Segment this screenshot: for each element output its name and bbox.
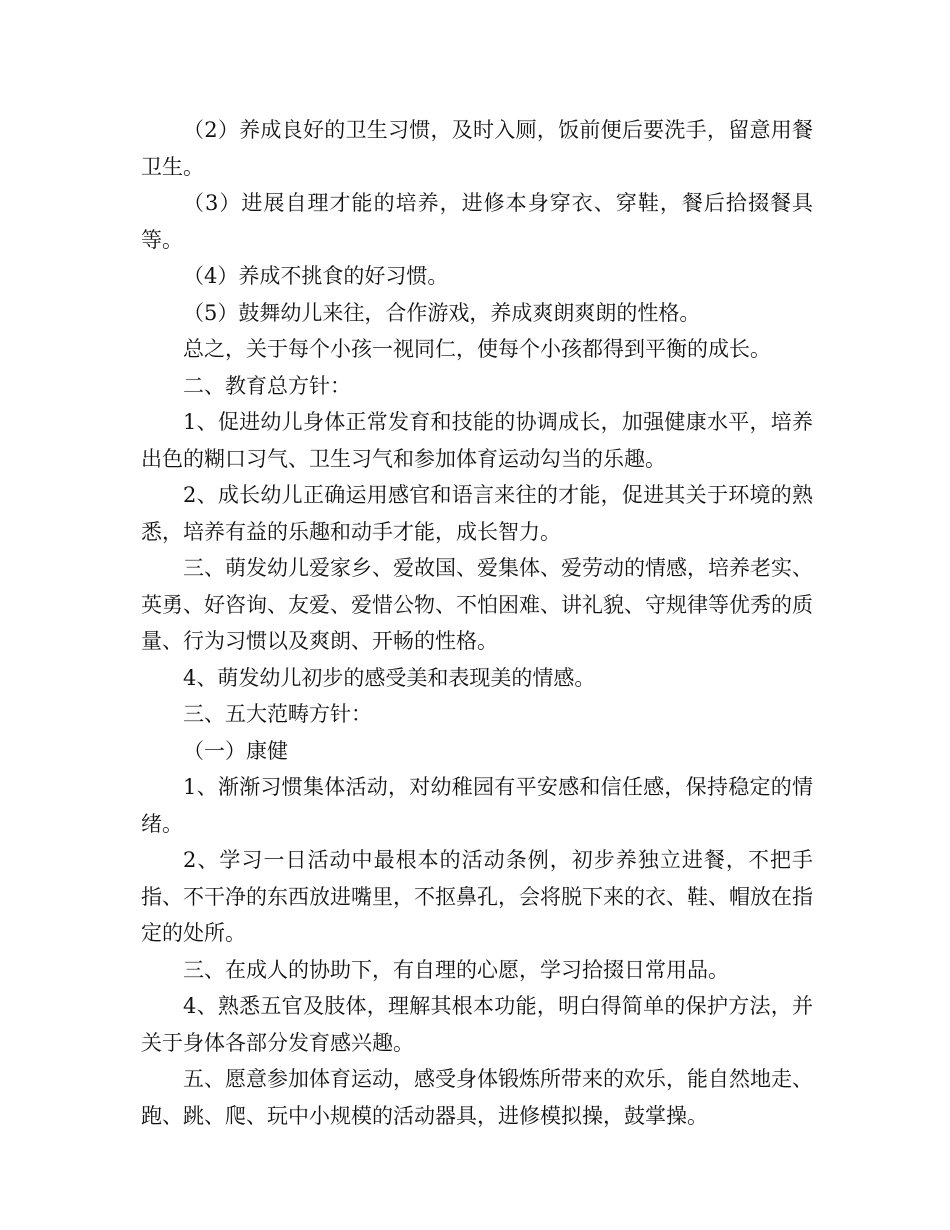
paragraph-hygiene-habits: （2）养成良好的卫生习惯，及时入厕，饭前便后要洗手，留意用餐卫生。 [141,118,813,179]
paragraph-self-care: （3）进展自理才能的培养，进修本身穿衣、穿鞋，餐后拾掇餐具等。 [141,191,813,252]
paragraph-emotions-character: 三、萌发幼儿爱家乡、爱故国、爱集体、爱劳动的情感，培养老实、英勇、好咨询、友爱、爱惜公物、不怕困难、讲礼貌、守规律等优秀的质量、行为习惯以及爽朗、开畅的性格。 [141,556,813,653]
document-body [141,112,813,1134]
paragraph-daily-routine: 2、学习一日活动中最根本的活动条例，初步养独立进餐，不把手指、不干净的东西放进嘴里，不抠鼻孔，会将脱下来的衣、鞋、帽放在指定的处所。 [141,848,813,945]
paragraph-group-activity: 1、渐渐习惯集体活动，对幼稚园有平安感和信任感，保持稳定的情绪。 [141,775,813,836]
paragraph-sports: 五、愿意参加体育运动，感受身体锻炼所带来的欢乐，能自然地走、跑、跳、爬、玩中小规模的活动器具，进修模拟操，鼓掌操。 [141,1067,813,1128]
paragraph-summary: 总之，关于每个小孩一视同仁，使每个小孩都得到平衡的成长。 [183,337,771,361]
paragraph-cooperative-play: （5）鼓舞幼儿来往，合作游戏，养成爽朗爽朗的性格。 [183,300,701,325]
subsection-heading-health: （一）康健 [183,738,288,763]
paragraph-aesthetics: 4、萌发幼儿初步的感受美和表现美的情感。 [183,665,596,690]
paragraph-no-picky-eating: （4）养成不挑食的好习惯。 [183,264,449,288]
paragraph-body-awareness: 4、熟悉五官及肢体，理解其根本功能，明白得简单的保护方法，并关于身体各部分发育感兴趣。 [141,994,813,1055]
section-heading-education-policy: 二、教育总方针： [183,373,351,398]
paragraph-senses-language: 2、成长幼儿正确运用感官和语言来往的才能，促进其关于环境的熟悉，培养有益的乐趣和动手才能，成长智力。 [141,483,813,544]
paragraph-physical-development: 1、促进幼儿身体正常发育和技能的协调成长，加强健康水平，培养出色的糊口习气、卫生习气和参加体育运动勾当的乐趣。 [141,410,813,471]
section-heading-five-domains: 三、五大范畴方针： [183,702,372,726]
paragraph-self-care-wish: 三、在成人的协助下，有自理的心愿，学习拾掇日常用品。 [183,957,729,982]
